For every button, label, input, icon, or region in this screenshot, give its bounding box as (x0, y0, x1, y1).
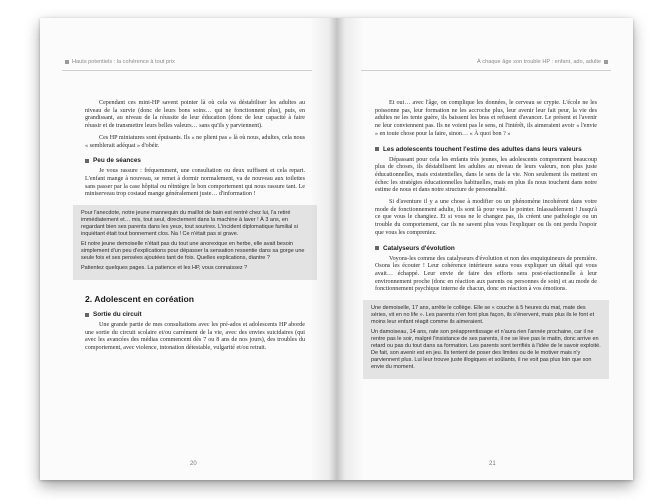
page-number: 20 (190, 461, 197, 467)
open-book (40, 18, 633, 480)
square-bullet-icon (604, 60, 608, 64)
box-paragraph: Un damoiseau, 14 ans, rate son préapprentissage et n'aura rien l'année prochaine, car il ne rentre pas le soir, malgré l'insistance de ses parents, il ne se lève pas le matin, donc arrive en retard ou pas du tout dans sa formation. Les parents sont terrifiés à l'idée de le savoir exploité. De fait, son avenir est en jeu. Ils tentent de poser des limites ou de le motiver mais n'y parviennent plus. Lui leur trouve juste illogiques et soûlants, il ne voit pas plus loin que son envie du moment. (371, 329, 601, 371)
running-head-right (477, 59, 611, 65)
right-page (337, 18, 633, 480)
square-bullet-icon (85, 313, 89, 317)
paragraph: Ces HP miniatures sont épuisants. Ils « ne plient pas » là où nous, adultes, cela nous « semblerait adéquat » d'obéir. (85, 134, 305, 149)
left-page (40, 18, 336, 480)
anecdote-box (363, 300, 609, 379)
box-paragraph: Pour l'anecdote, notre jeune mannequin du maillot de bain est rentré chez lui, l'a retiré immédiatement et… mis, tout seul, directement dans la machine à laver ! À 3 ans, en regardant bien ses parents dans les yeux, tout sourires. L'incident diplomatique familial si inquiétant était tout bonnement clos. Na ! Ce n'était pas si grave. (81, 210, 298, 238)
paragraph: Une grande partie de mes consultations avec les pré-ados et adolescents HP aborde une sortie du circuit scolaire et/ou carrément de la vie, avec des envies suicidaires (qui avec les avancées des médias commencent dès 7 ou 8 ans de nos jours), des troubles du comportement, avec violence, intonation détestable, vulgarité et/ou retrait. (85, 322, 305, 352)
right-content (371, 100, 601, 387)
paragraph: Voyons-les comme des catalyseurs d'évolution et non des enquiquineurs de première. Osons les écouter ! Leur cohérence intérieure saura vous expliquer un détail qui vous avait… échappé. Leur envie de faire des efforts sera post-réactionnelle à leur environnement proche (donc en réaction aux parents ou personnes de soin) et au mode de fonctionnement psychique interne de chacun, donc en réaction à vos émotions. (375, 255, 597, 293)
box-paragraph: Et notre jeune demoiselle n'était pas du tout une anorexique en herbe, elle avait besoin simplement d'un peu d'explications pour dépasser la sensation ressentie dans sa gorge une seule fois et ses pensées ajoutées tant de fois. Quelles explications, diantre ? (81, 241, 305, 262)
running-head-text: À chaque âge son trouble HP : enfant, ado, adulte (477, 59, 601, 65)
paragraph: Si d'aventure il y a une chose à modifier ou un phénomène incohérent dans votre mode de fonctionnement adulte, ils sont là pour vous le pointer. Inlassablement ! Jusqu'à ce que vous le changiez. Et si vous ne le changez pas, ils créent une pathologie ou un trouble du comportement, car ils ne savent plus vous l'expliquer ou ils ont perdu l'espoir que vous les compreniez. (375, 199, 597, 236)
running-head-left (62, 59, 175, 65)
square-bullet-icon (375, 147, 379, 151)
header-rule (62, 70, 312, 71)
square-bullet-icon (85, 159, 89, 163)
chapter-heading: 2. Adolescent en coréation (85, 294, 195, 305)
page-number: 21 (489, 461, 496, 467)
box-paragraph: Patientez quelques pages. La patience et les HP, vous connaissez ? (81, 265, 248, 272)
paragraph: Dépassant pour cela les enfants très jeunes, les adolescents comprennent beaucoup plus de choses, ils déstabilisent les adultes au niveau de leurs valeurs, non plus juste éducationnelles, mais existentielles, dans le sens de la vie. Non seulement ils mettent en échec les stratégies éducationnelles habituelles, mais en plus ils nous touchent dans notre estime de nous et dans notre structure de personnalité. (375, 156, 597, 194)
left-content (81, 100, 305, 357)
square-bullet-icon (65, 60, 69, 64)
section-heading: Les adolescents touchent l'estime des adultes dans leurs valeurs (375, 146, 597, 153)
paragraph: Je vous rassure : fréquemment, une consultation ou deux suffisent et cela repart. L'enfant mange à nouveau, se remet à dormir normalement, va de nouveau aux toilettes sans passer par la case hôpital ou réintègre le bon comportement qui nous rassure tant. Le miniserveau trop costaud mange généralement juste… d'information ! (85, 168, 305, 198)
anecdote-box (73, 205, 317, 280)
section-heading: Catalyseurs d'évolution (375, 245, 597, 252)
section-heading: Peu de séances (85, 157, 305, 164)
paragraph: Et oui… avec l'âge, on complique les données, le cerveau se crypte. L'école ne les poissonne pas, leur formation ne les accroche plus, leur avenir leur fait peur, la vie des adultes ne les tente guère, ils baissent les bras et refusent d'avancer. Le présent et l'avenir ne leur conviennent pas. Ils ne voient pas le sens, ni l'intérêt, ils aimeraient avoir « l'envie » en toute chose pour la faire, sinon… « À quoi bon ? » (375, 100, 597, 137)
square-bullet-icon (375, 246, 379, 250)
box-paragraph: Une demoiselle, 17 ans, arrête le collège. Elle se « couche à 5 heures du mat, mate des séries, vit en no life ». Les parents n'en font plus façon, ils s'énervent, mais plus ils le font et moins leur enfant réagit comme ils aimeraient. (371, 305, 595, 326)
running-head-text: Hauts potentiels : la cohérence à tout prix (72, 59, 175, 65)
section-heading: Sortie du circuit (85, 311, 305, 318)
header-rule (361, 70, 611, 71)
paragraph: Cependant ces mini-HP savent pointer là où cela va déstabiliser les adultes au niveau de la survie (donc de leurs bons soins… qui ne fonctionnent plus), puis, en grandissant, au niveau de la réussite de leur éducation (donc de leur capacité à faire réussir et de transmettre leurs belles valeurs… sans qu'ils y parviennent). (85, 100, 305, 130)
